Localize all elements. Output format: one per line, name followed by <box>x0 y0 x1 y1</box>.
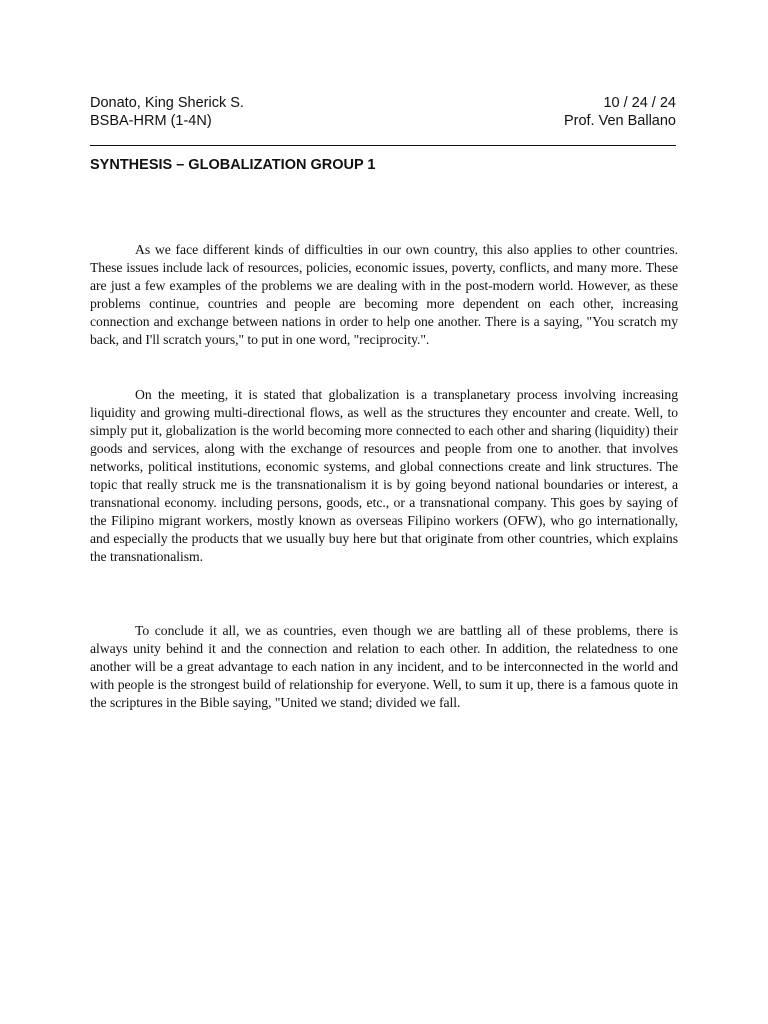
header-row-1 <box>90 94 676 112</box>
document-header <box>90 94 676 130</box>
course-section: BSBA-HRM (1-4N) <box>90 113 212 129</box>
paragraph-2: On the meeting, it is stated that globalization is a transplanetary process involving increasing liquidity and growing multi-directional flows, as well as the structures they encounter and create. Well, to simply put it, globalization is the world becoming more connected to each other and sharing (liquidity) their goods and services, along with the exchange of resources and people from one to another. that involves networks, political institutions, economic systems, and global connections create and link structures. The topic that really struck me is the transnationalism it is by going beyond national boundaries or interest, a transnational economy. including persons, goods, etc., or a transnational company. This goes by saying of the Filipino migrant workers, mostly known as overseas Filipino workers (OFW), who go internationally, and especially the products that we usually buy here but that originate from other countries, which explains the transnationalism. <box>90 387 678 564</box>
professor-name: Prof. Ven Ballano <box>563 113 676 129</box>
document-title: SYNTHESIS – GLOBALIZATION GROUP 1 <box>90 157 376 173</box>
student-name: Donato, King Sherick S. <box>90 95 244 111</box>
header-row-2 <box>90 112 676 130</box>
paragraph-1: As we face different kinds of difficulties in our own country, this also applies to other countries. These issues include lack of resources, policies, economic issues, poverty, conflicts, and many more. These are just a few examples of the problems we are dealing with in the post-modern world. However, as these problems continue, countries and people are becoming more dependent on each other, increasing connection and exchange between nations in order to help one another. There is a saying, "You scratch my back, and I'll scratch yours," to put in one word, "reciprocity.". <box>90 242 678 347</box>
document-date: 10 / 24 / 24 <box>603 95 676 111</box>
paragraph-3: To conclude it all, we as countries, even though we are battling all of these problems, there is always unity behind it and the connection and relation to each other. In addition, the relatedness to one another will be a great advantage to each nation in any incident, and to be interconnected in the world and with people is the strongest build of relationship for everyone. Well, to sum it up, there is a famous quote in the scriptures in the Bible saying, "United we stand; divided we fall. <box>90 623 678 710</box>
header-divider <box>90 145 676 146</box>
